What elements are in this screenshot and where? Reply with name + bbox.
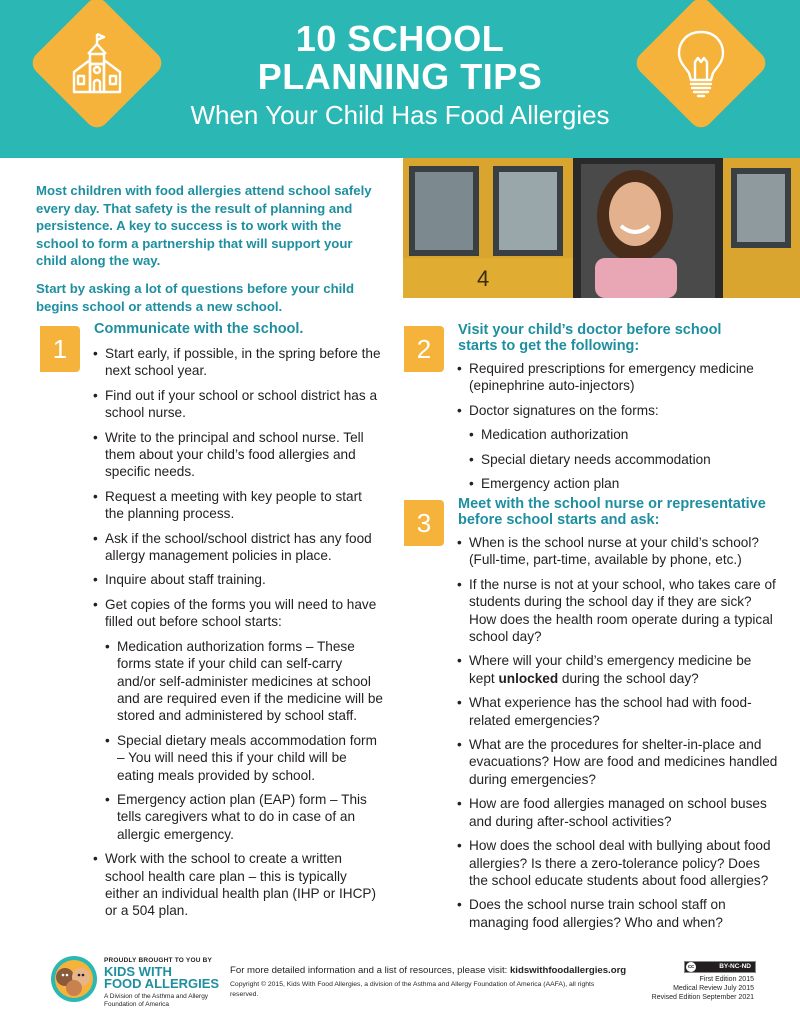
list-item: • Start early, if possible, in the spring before the next school year. [93, 345, 383, 380]
list-item: • What experience has the school had with food-related emergencies? [457, 694, 779, 729]
list-item: • Doctor signatures on the forms: [457, 402, 777, 419]
list-item: • Required prescriptions for emergency medicine (epinephrine auto-injectors) [457, 360, 777, 395]
edition-3: Revised Edition September 2021 [651, 994, 754, 1001]
edition-1: First Edition 2015 [699, 976, 754, 983]
list-item: • Get copies of the forms you will need to have filled out before school starts: [93, 596, 383, 631]
svg-text:4: 4 [477, 266, 490, 291]
list-subitem: • Emergency action plan (EAP) form – This tells caregivers what to do in case of an allergic emergency. [105, 791, 383, 843]
list-subitem: • Medication authorization [469, 426, 777, 443]
section-2-list [457, 360, 777, 499]
more-info-prefix: For more detailed information and a list of resources, please visit: [230, 965, 510, 976]
item3-after: during the school day? [558, 670, 699, 686]
list-item: • Work with the school to create a written school health care plan – this is typically either an individual health plan (IHP or IHCP) or a 504 plan. [93, 850, 383, 920]
list-item: • If the nurse is not at your school, who takes care of students during the school day if they are sick? How does the health room operate during a typical school day? [457, 576, 779, 646]
list-item: • Ask if the school/school district has any food allergy management policies in place. [93, 530, 383, 565]
list-item: • How are food allergies managed on school buses and during after-school activities? [457, 795, 779, 830]
list-item: • How does the school deal with bullying about food allergies? Is there a zero-tolerance policy? Does the school educate students about food allergies? [457, 837, 779, 889]
intro-text [36, 182, 376, 325]
brand-line-1: KIDS WITH [104, 964, 172, 979]
list-subitem: • Medication authorization forms – These forms state if your child can self-carry and/or self-administer medicines at school and are required even if the medicine will be stored and administered by school staff. [105, 638, 383, 725]
list-subitem: • Emergency action plan [469, 475, 777, 492]
section-3-number: 3 [404, 500, 444, 546]
intro-paragraph-1: Most children with food allergies attend school safely every day. That safety is the result of planning and persistence. A key to success is to work with the school to form a partnership that will support your child along the way. [36, 183, 372, 269]
more-info-text [230, 965, 626, 976]
kfa-logo-icon [50, 955, 98, 1003]
title-line-2: PLANNING TIPS [257, 56, 543, 97]
list-subitem: • Special dietary meals accommodation form – You will need this if your child will be eating meals provided by school. [105, 732, 383, 784]
page-subtitle: When Your Child Has Food Allergies [190, 100, 610, 130]
brand-line-2: FOOD ALLERGIES [104, 976, 220, 991]
section-1-list [93, 345, 383, 927]
proudly-brought-text: PROUDLY BROUGHT TO YOU BY [104, 957, 213, 964]
student-bus-photo [403, 158, 800, 298]
list-item: • Request a meeting with key people to start the planning process. [93, 488, 383, 523]
edition-2: Medical Review July 2015 [673, 985, 754, 992]
list-subitem: • Special dietary needs accommodation [469, 451, 777, 468]
section-2-number: 2 [404, 326, 444, 372]
list-item: • Find out if your school or school district has a school nurse. [93, 387, 383, 422]
section-1-title: Communicate with the school. [94, 321, 304, 337]
list-item: • Write to the principal and school nurse. Tell them about your child’s food allergies and specific needs. [93, 429, 383, 481]
list-item: • Inquire about staff training. [93, 571, 383, 588]
edition-info [620, 975, 754, 1002]
list-item: • What are the procedures for shelter-in-place and evacuations? How are food and medicines handled during emergencies? [457, 736, 779, 788]
license-label: BY-NC-ND [719, 963, 751, 970]
intro-paragraph-2: Start by asking a lot of questions before your child begins school or attends a new school. [36, 280, 355, 314]
cc-icon: cc [687, 964, 695, 970]
section-3-title: Meet with the school nurse or representative before school starts and ask: [458, 496, 766, 528]
title-line-1: 10 SCHOOL [295, 18, 505, 59]
section-1-number: 1 [40, 326, 80, 372]
brand-subtitle: A Division of the Asthma and Allergy Foundation of America [104, 993, 209, 1008]
cc-license-badge [684, 961, 756, 973]
copyright-text: Copyright © 2015, Kids With Food Allergies, a division of the Asthma and Allergy Foundation of America (AAFA), all rights reserved. [230, 981, 595, 998]
list-item: • When is the school nurse at your child’s school? (Full-time, part-time, available by phone, etc.) [457, 534, 779, 569]
section-3-list [457, 534, 779, 938]
lightbulb-icon [670, 26, 732, 100]
item3-bold: unlocked [498, 670, 559, 686]
header-banner [0, 0, 800, 158]
list-item [457, 652, 779, 687]
website-link[interactable]: kidswithfoodallergies.org [509, 965, 627, 976]
item3-before: Where will your child’s emergency medicine be kept [469, 653, 752, 686]
brand-name [104, 966, 219, 990]
section-2-title: Visit your child’s doctor before school starts to get the following: [458, 322, 722, 354]
list-item: • Does the school nurse train school staff on managing food allergies? Who and when? [457, 896, 779, 931]
